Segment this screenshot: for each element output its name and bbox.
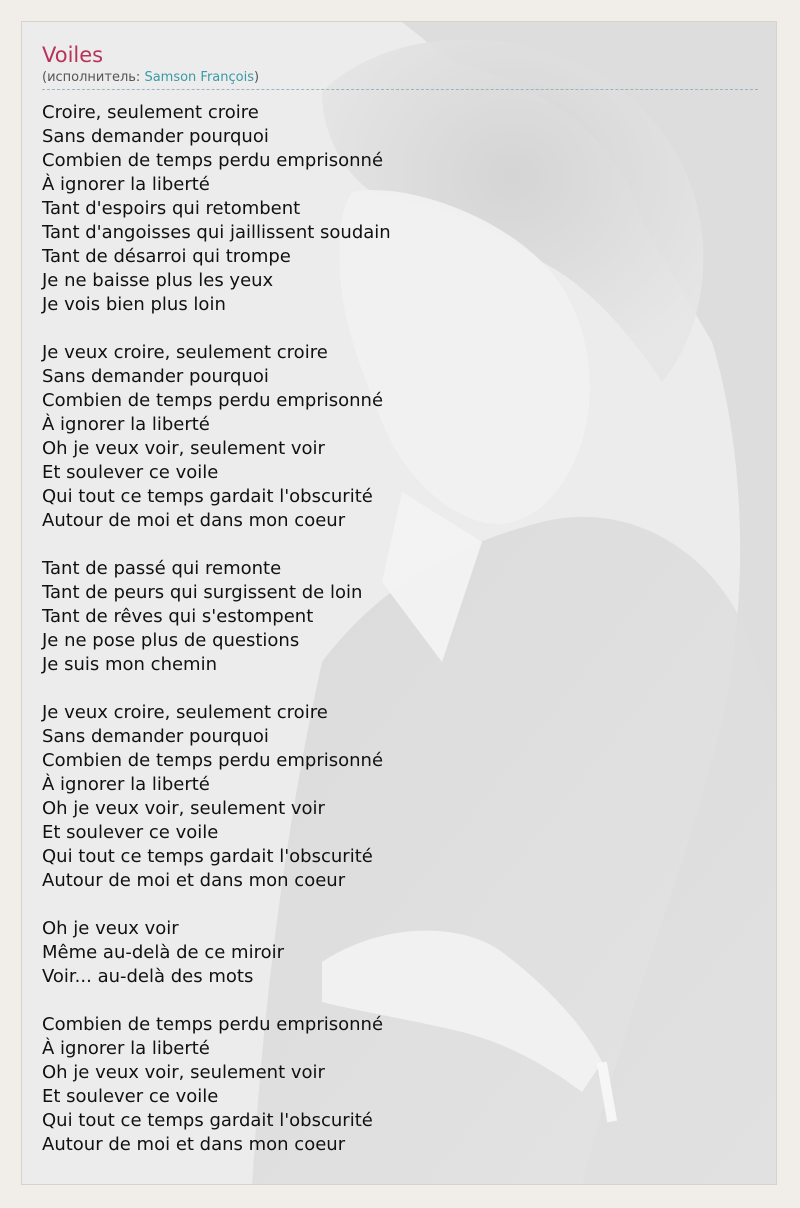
lyrics-line: Tant de désarroi qui trompe [42,246,291,267]
lyrics-line: À ignorer la liberté [42,414,210,435]
lyrics-line: Sans demander pourquoi [42,126,269,147]
lyrics-stanza [42,341,391,533]
lyrics-line: Qui tout ce temps gardait l'obscurité [42,1110,373,1131]
lyrics-line: Et soulever ce voile [42,1086,219,1107]
lyrics-line: Je ne baisse plus les yeux [42,270,274,291]
lyrics-line: Voir... au-delà des mots [42,966,254,987]
lyrics-line: Qui tout ce temps gardait l'obscurité [42,846,373,867]
lyrics-stanza [42,101,391,317]
lyrics-line: Je vois bien plus loin [42,294,226,315]
song-title: Voiles [42,43,104,67]
lyrics-text [42,101,391,1181]
lyrics-line: Même au-delà de ce miroir [42,942,284,963]
lyrics-line: Autour de moi et dans mon coeur [42,870,346,891]
lyrics-line: Combien de temps perdu emprisonné [42,150,384,171]
lyrics-line: Sans demander pourquoi [42,726,269,747]
lyrics-line: Je veux croire, seulement croire [42,342,328,363]
lyrics-line: Tant de rêves qui s'estompent [42,606,314,627]
lyrics-line: Je ne pose plus de questions [42,630,300,651]
lyrics-line: Combien de temps perdu emprisonné [42,390,384,411]
lyrics-line: Tant de peurs qui surgissent de loin [42,582,363,603]
lyrics-line: Tant de passé qui remonte [42,558,282,579]
title-divider [42,89,758,90]
lyrics-card [21,21,777,1185]
performer-suffix: ) [254,70,260,85]
lyrics-line: Sans demander pourquoi [42,366,269,387]
lyrics-stanza [42,557,391,677]
artist-link[interactable]: Samson François [144,70,254,85]
lyrics-line: Tant d'angoisses qui jaillissent soudain [42,222,391,243]
lyrics-stanza [42,1013,391,1157]
lyrics-line: Combien de temps perdu emprisonné [42,750,384,771]
lyrics-line: Oh je veux voir, seulement voir [42,1062,325,1083]
lyrics-line: Qui tout ce temps gardait l'obscurité [42,486,373,507]
lyrics-line: À ignorer la liberté [42,174,210,195]
lyrics-line: Et soulever ce voile [42,462,219,483]
lyrics-line: Oh je veux voir [42,918,179,939]
lyrics-stanza [42,701,391,893]
lyrics-line: Autour de moi et dans mon coeur [42,510,346,531]
lyrics-line: Je suis mon chemin [42,654,217,675]
lyrics-line: À ignorer la liberté [42,774,210,795]
lyrics-line: À ignorer la liberté [42,1038,210,1059]
performer-line [42,70,259,86]
lyrics-line: Et soulever ce voile [42,822,219,843]
lyrics-line: Combien de temps perdu emprisonné [42,1014,384,1035]
lyrics-stanza [42,917,391,989]
lyrics-line: Oh je veux voir, seulement voir [42,798,325,819]
performer-prefix: (исполнитель: [42,70,145,85]
lyrics-line: Autour de moi et dans mon coeur [42,1134,346,1155]
lyrics-line: Tant d'espoirs qui retombent [42,198,301,219]
lyrics-line: Croire, seulement croire [42,102,259,123]
lyrics-line: Je veux croire, seulement croire [42,702,328,723]
lyrics-line: Oh je veux voir, seulement voir [42,438,325,459]
